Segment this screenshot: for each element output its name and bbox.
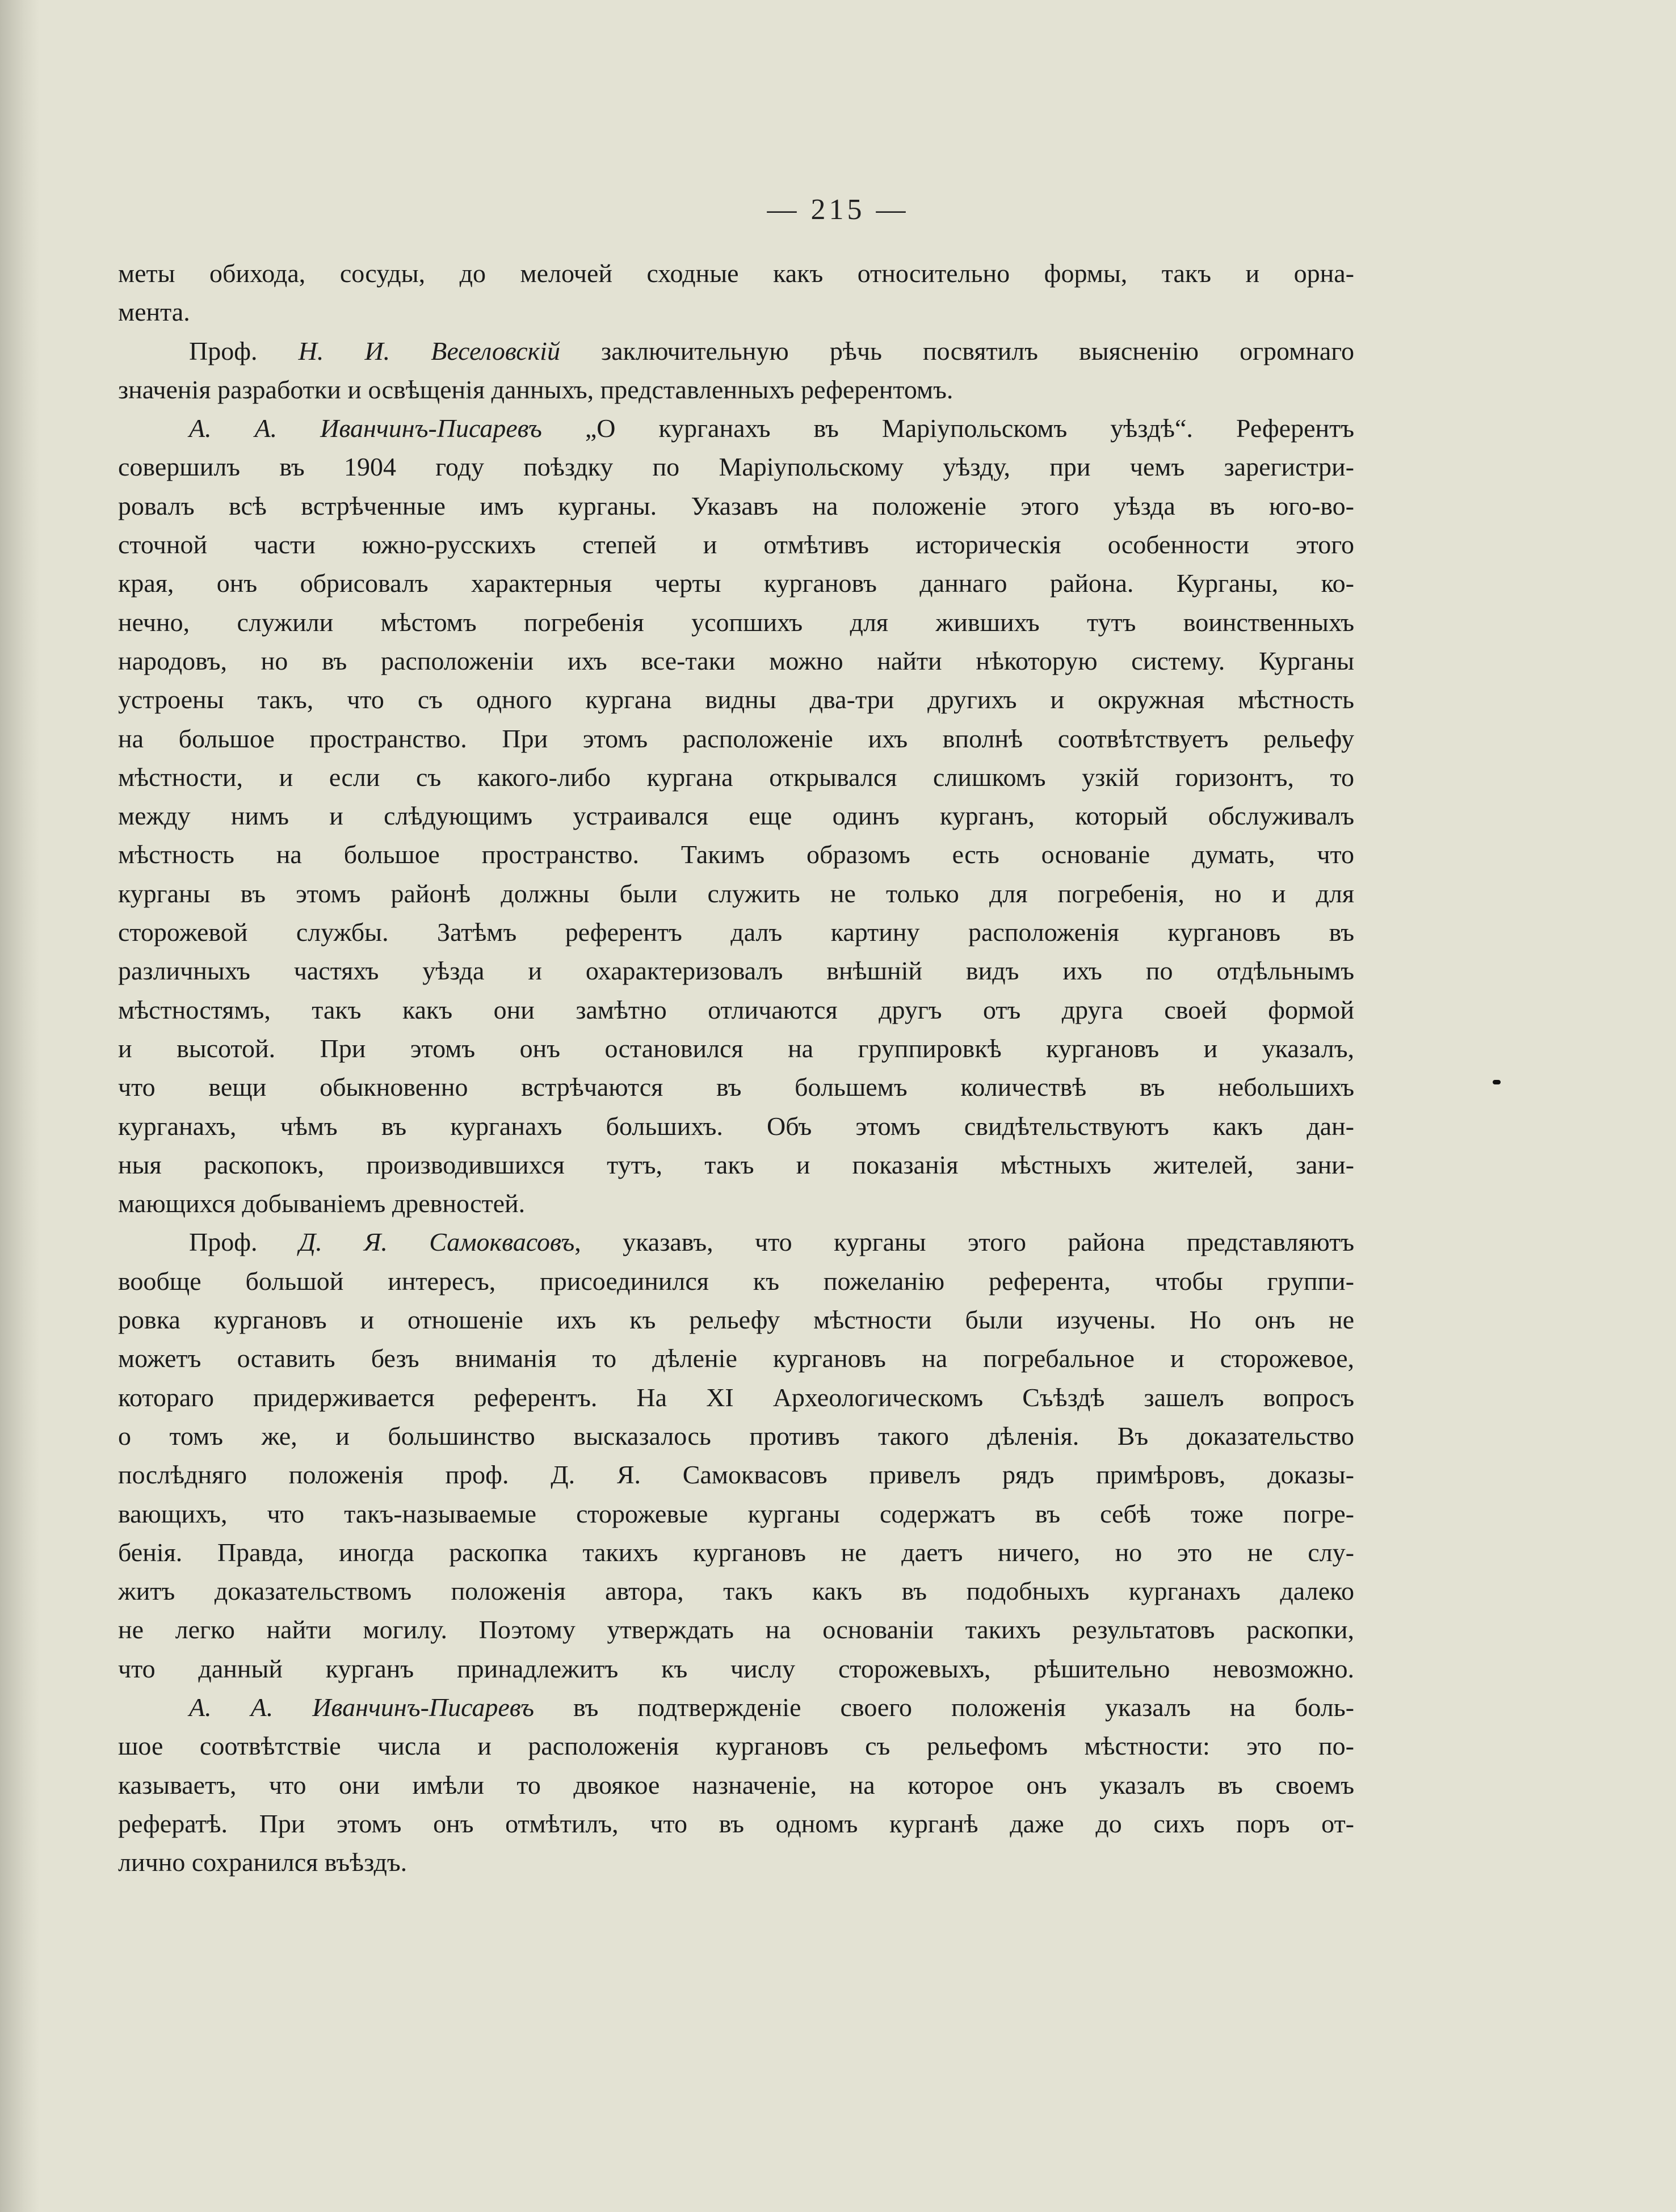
text-line xyxy=(118,1223,1354,1261)
text-line: различныхъ частяхъ уѣзда и охарактеризовалъ внѣшній видъ ихъ по отдѣльнымъ xyxy=(118,956,1354,986)
text-line: можетъ оставить безъ вниманія то дѣленіе кургановъ на погребальное и сторожевое, xyxy=(118,1344,1354,1373)
line-prefix: Проф. xyxy=(189,1227,299,1257)
text-line: послѣдняго положенія проф. Д. Я. Самоквасовъ привелъ рядъ примѣровъ, доказы- xyxy=(118,1460,1354,1490)
text-line: вообще большой интересъ, присоединился къ пожеланію референта, чтобы группи- xyxy=(118,1266,1354,1296)
text-line xyxy=(118,1688,1354,1727)
line-rest: заключительную рѣчь посвятилъ выясненію огромнаго xyxy=(560,336,1354,365)
text-line: что данный курганъ принадлежитъ къ числу сторожевыхъ, рѣшительно невозможно. xyxy=(118,1654,1354,1683)
text-line: курганахъ, чѣмъ въ курганахъ большихъ. Объ этомъ свидѣтельствуютъ какъ дан- xyxy=(118,1111,1354,1141)
line-rest: , указавъ, что курганы этого района представляютъ xyxy=(574,1227,1354,1257)
text-line: шое соотвѣтствіе числа и расположенія кургановъ съ рельефомъ мѣстности: это по- xyxy=(118,1731,1354,1761)
text-line: котораго придерживается референтъ. На XI Археологическомъ Съѣздѣ зашелъ вопросъ xyxy=(118,1382,1354,1412)
text-line: сточной части южно-русскихъ степей и отмѣтивъ историческія особенности этого xyxy=(118,530,1354,560)
text-line: мѣстностямъ, такъ какъ они замѣтно отличаются другъ отъ друга своей формой xyxy=(118,995,1354,1024)
ink-speck xyxy=(1493,1080,1501,1084)
text-line: устроены такъ, что съ одного кургана видны два-три другихъ и окружная мѣстность xyxy=(118,685,1354,714)
text-line xyxy=(118,332,1354,371)
text-line: на большое пространство. При этомъ расположеніе ихъ вполнѣ соотвѣтствуетъ рельефу xyxy=(118,724,1354,753)
line-rest: въ подтвержденіе своего положенія указалъ на боль- xyxy=(534,1692,1354,1722)
line-rest: „О курганахъ въ Маріупольскомъ уѣздѣ“. Референтъ xyxy=(541,414,1354,443)
text-line: мента. xyxy=(118,297,190,327)
text-line: бенія. Правда, иногда раскопка такихъ кургановъ не даетъ ничего, но это не слу- xyxy=(118,1537,1354,1567)
text-line: ныя раскопокъ, производившихся тутъ, такъ и показанія мѣстныхъ жителей, зани- xyxy=(118,1150,1354,1179)
text-line: вающихъ, что такъ-называемые сторожевые курганы содержатъ въ себѣ тоже погре- xyxy=(118,1499,1354,1528)
text-line: мающихся добываніемъ древностей. xyxy=(118,1189,526,1218)
text-line: мѣстности, и если съ какого-либо кургана открывался слишкомъ узкій горизонтъ, то xyxy=(118,762,1354,792)
speaker-name: А. А. Иванчинъ-Писаревъ xyxy=(189,414,542,443)
page-number: — 215 — xyxy=(767,194,909,226)
text-line: житъ доказательствомъ положенія автора, такъ какъ въ подобныхъ курганахъ далеко xyxy=(118,1576,1354,1606)
text-line: меты обихода, сосуды, до мелочей сходные какъ относительно формы, такъ и орна- xyxy=(118,259,1354,288)
text-line: что вещи обыкновенно встрѣчаются въ большемъ количествѣ въ небольшихъ xyxy=(118,1073,1354,1102)
text-line: казываетъ, что они имѣли то двоякое назначеніе, на которое онъ указалъ въ своемъ xyxy=(118,1770,1354,1799)
text-line: значенія разработки и освѣщенія данныхъ, представленныхъ референтомъ. xyxy=(118,375,953,404)
binding-shadow xyxy=(0,0,40,2212)
body-text xyxy=(118,254,1354,1882)
text-line: курганы въ этомъ районѣ должны были служить не только для погребенія, но и для xyxy=(118,878,1354,908)
speaker-name: Д. Я. Самоквасовъ xyxy=(299,1227,575,1257)
speaker-name: Н. И. Веселовскій xyxy=(298,336,560,365)
text-line: сторожевой службы. Затѣмъ референтъ далъ картину расположенія кургановъ въ xyxy=(118,918,1354,947)
text-line: народовъ, но въ расположеніи ихъ все-таки можно найти нѣкоторую систему. Курганы xyxy=(118,646,1354,675)
text-line: нечно, служили мѣстомъ погребенія усопшихъ для жившихъ тутъ воинственныхъ xyxy=(118,607,1354,637)
speaker-name: А. А. Иванчинъ-Писаревъ xyxy=(189,1692,534,1722)
text-line: мѣстность на большое пространство. Такимъ образомъ есть основаніе думать, что xyxy=(118,840,1354,869)
text-line: между нимъ и слѣдующимъ устраивался еще одинъ курганъ, который обслуживалъ xyxy=(118,801,1354,831)
text-line: о томъ же, и большинство высказалось противъ такого дѣленія. Въ доказательство xyxy=(118,1421,1354,1450)
text-line xyxy=(118,409,1354,448)
line-prefix: Проф. xyxy=(189,336,299,365)
text-line: и высотой. При этомъ онъ остановился на группировкѣ кургановъ и указалъ, xyxy=(118,1033,1354,1063)
text-line: края, онъ обрисовалъ характерныя черты кургановъ даннаго района. Курганы, ко- xyxy=(118,569,1354,598)
text-line: ровка кургановъ и отношеніе ихъ къ рельефу мѣстности были изучены. Но онъ не xyxy=(118,1305,1354,1335)
text-line: ровалъ всѣ встрѣченные имъ курганы. Указавъ на положеніе этого уѣзда въ юго-во- xyxy=(118,491,1354,520)
text-line: совершилъ въ 1904 году поѣздку по Маріупольскому уѣзду, при чемъ зарегистри- xyxy=(118,452,1354,482)
text-line: рефератѣ. При этомъ онъ отмѣтилъ, что въ одномъ курганѣ даже до сихъ поръ от- xyxy=(118,1809,1354,1838)
text-line: лично сохранился въѣздъ. xyxy=(118,1848,408,1877)
text-line: не легко найти могилу. Поэтому утверждать на основаніи такихъ результатовъ раскопки, xyxy=(118,1615,1354,1645)
